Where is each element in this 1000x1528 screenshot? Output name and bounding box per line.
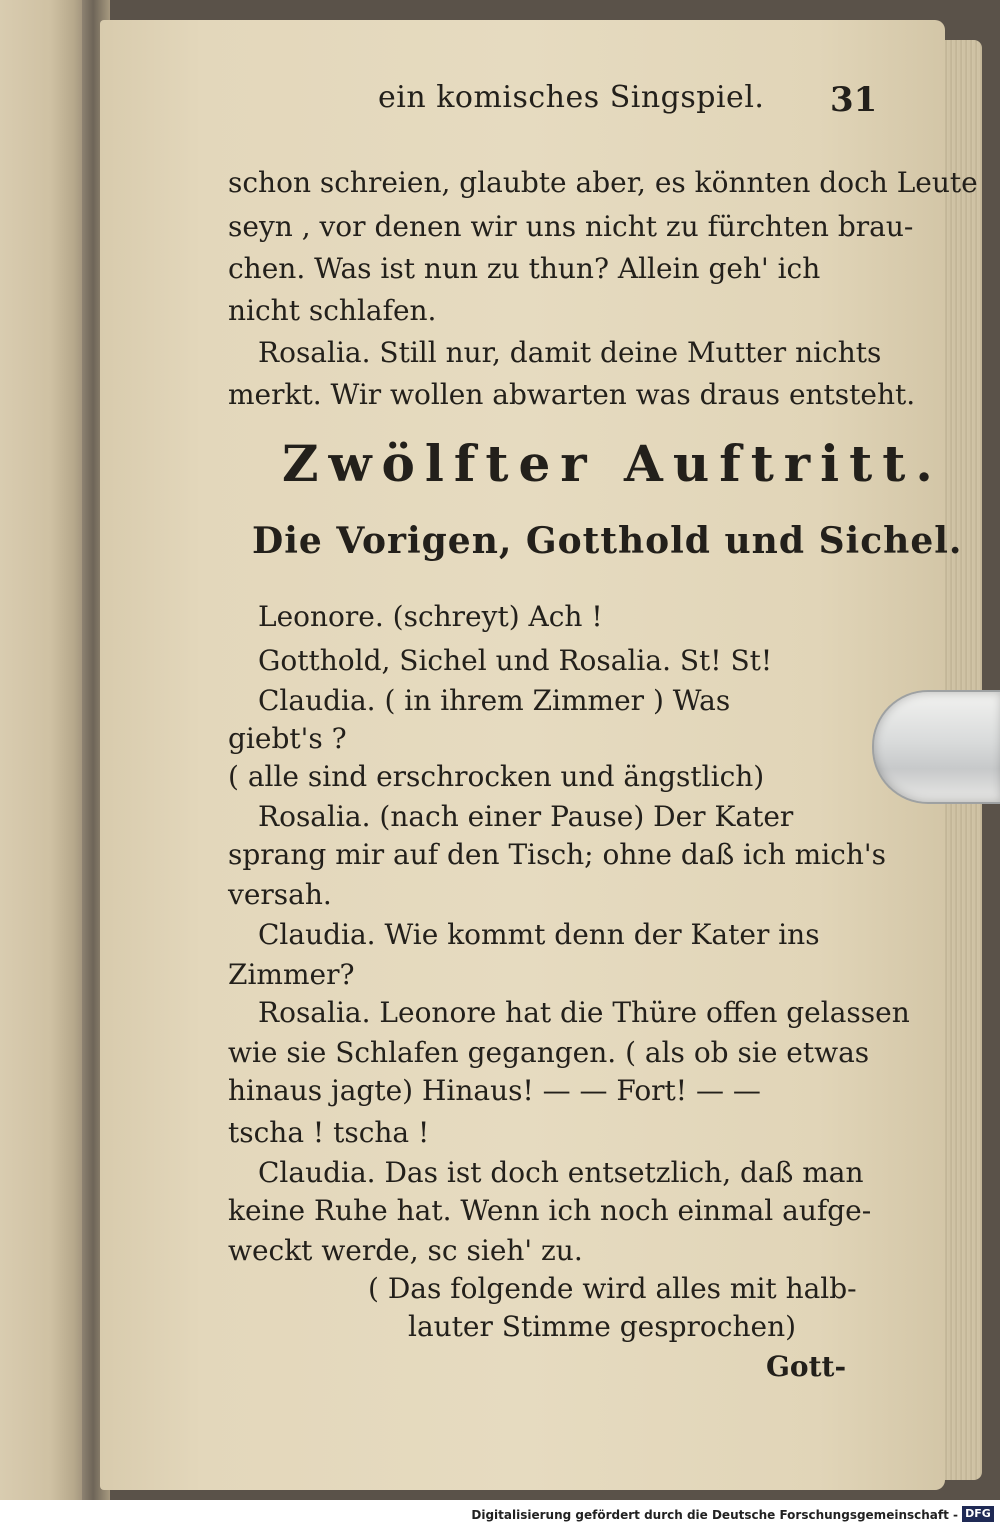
scene-subheading: Die Vorigen, Gotthold und Sichel.	[252, 520, 963, 562]
dialogue-line: hinaus jagte) Hinaus! — — Fort! — —	[228, 1074, 761, 1107]
catchword: Gott-	[766, 1350, 847, 1383]
dialogue-line: Claudia. Wie kommt denn der Kater ins	[258, 918, 820, 951]
dialogue-line: Zimmer?	[228, 958, 355, 991]
dialogue-line: Gotthold, Sichel und Rosalia. St! St!	[258, 644, 773, 677]
dialogue-line: weckt werde, sc sieh' zu.	[228, 1234, 583, 1267]
running-header: ein komisches Singspiel.	[378, 80, 765, 115]
page-number: 31	[830, 80, 878, 120]
dialogue-line: Claudia. ( in ihrem Zimmer ) Was	[258, 684, 731, 717]
stage-direction: ( Das folgende wird alles mit halb-	[368, 1272, 857, 1305]
text-line: chen. Was ist nun zu thun? Allein geh' ich	[228, 252, 821, 285]
dialogue-line: sprang mir auf den Tisch; ohne daß ich mich's	[228, 838, 886, 871]
text-line: seyn , vor denen wir uns nicht zu fürchten brau-	[228, 210, 914, 243]
dialogue-line: wie sie Schlafen gegangen. ( als ob sie etwas	[228, 1036, 870, 1069]
dialogue-line: versah.	[228, 878, 332, 911]
dialogue-line: giebt's ?	[228, 722, 347, 755]
dialogue-line: Leonore. (schreyt) Ach !	[258, 600, 603, 633]
dialogue-line: tscha ! tscha !	[228, 1116, 430, 1149]
text-line: Rosalia. Still nur, damit deine Mutter nichts	[258, 336, 882, 369]
dfg-logo: DFG	[962, 1506, 994, 1522]
stage-direction: lauter Stimme gesprochen)	[408, 1310, 797, 1343]
dialogue-line: Claudia. Das ist doch entsetzlich, daß man	[258, 1156, 864, 1189]
dialogue-line: keine Ruhe hat. Wenn ich noch einmal aufge-	[228, 1194, 872, 1227]
dialogue-line: Rosalia. (nach einer Pause) Der Kater	[258, 800, 794, 833]
dialogue-line: Rosalia. Leonore hat die Thüre offen gelassen	[258, 996, 910, 1029]
text-line: merkt. Wir wollen abwarten was draus entsteht.	[228, 378, 916, 411]
page-clip	[872, 690, 1000, 804]
funding-credit: Digitalisierung gefördert durch die Deutsche Forschungsgemeinschaft -	[471, 1508, 958, 1522]
left-page-edge	[0, 0, 92, 1500]
dialogue-line: ( alle sind erschrocken und ängstlich)	[228, 760, 765, 793]
scene-heading: Zwölfter Auftritt.	[282, 434, 943, 493]
text-line: nicht schlafen.	[228, 294, 437, 327]
text-line: schon schreien, glaubte aber, es könnten doch Leute	[228, 166, 978, 199]
